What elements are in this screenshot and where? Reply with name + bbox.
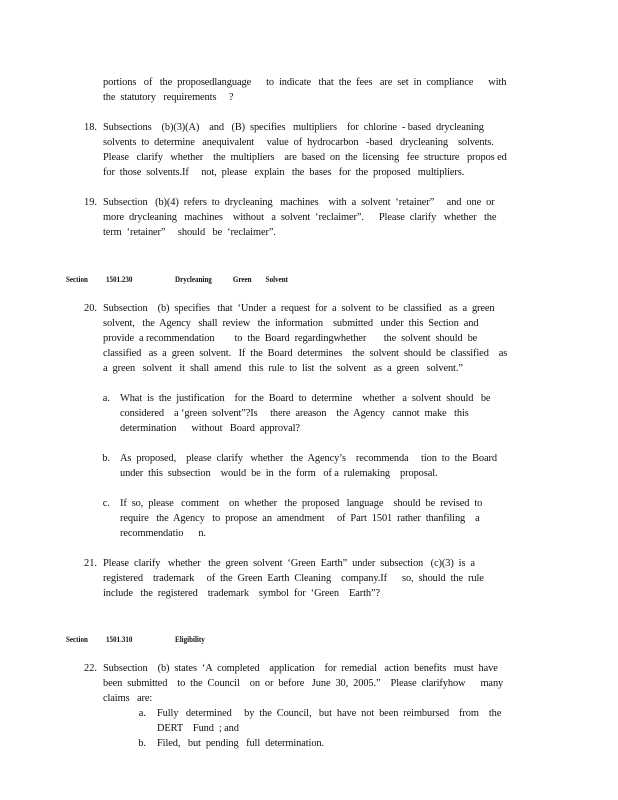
- item-20a-line: What is the justification for the Board to determine whether a solvent should be: [120, 393, 491, 404]
- section-label: Section: [66, 274, 88, 284]
- item-21-line: include the registered trademark symbol for ‘Green Earth”?: [103, 588, 380, 599]
- item-19-line: Subsection (b)(4) refers to drycleaning machines with a solvent ‘retainer” and one or: [103, 197, 495, 208]
- section-number: 1501.230: [106, 274, 133, 284]
- subitem-letter: a.: [138, 708, 146, 719]
- item-20c-line: require the Agency to propose an amendment of Part 1501 rather thanfiling a: [120, 513, 480, 524]
- item-18-line: Subsections (b)(3)(A) and (B) specifies multipliers for chlorine - based drycleaning: [103, 122, 484, 133]
- subitem-letter: a.: [102, 393, 110, 404]
- item-number: 19.: [84, 197, 97, 208]
- item-number: 20.: [84, 303, 97, 314]
- item-number: 21.: [84, 558, 97, 569]
- item-20-line: solvent, the Agency shall review the information submitted under this Section and: [103, 318, 479, 329]
- item-20c-line: recommendatio n.: [120, 528, 206, 539]
- section-title: Drycleaning Green Solvent: [175, 274, 289, 284]
- subitem-letter: c.: [102, 498, 110, 509]
- item-number: 18.: [84, 122, 97, 133]
- item-22-line: claims are:: [103, 693, 153, 704]
- section-label: Section: [66, 634, 88, 644]
- item-22a-line: Fully determined by the Council, but have not been reimbursed from the: [157, 708, 502, 719]
- item-21-line: Please clarify whether the green solvent ‘Green Earth” under subsection (c)(3) is a: [103, 558, 475, 569]
- intro-line: the statutory requirements ?: [103, 92, 234, 103]
- item-20c-line: If so, please comment on whether the proposed language should be revised to: [120, 498, 483, 509]
- item-22a-line: DERT Fund ; and: [157, 723, 239, 734]
- item-20b-line: As proposed, please clarify whether the Agency’s recommenda tion to the Board: [120, 453, 497, 464]
- subitem-letter: b.: [138, 738, 146, 749]
- item-20-line: Subsection (b) specifies that ‘Under a request for a solvent to be classified as a green: [103, 303, 495, 314]
- item-22-line: been submitted to the Council on or before June 30, 2005.” Please clarifyhow many: [103, 678, 504, 689]
- item-18-line: Please clarify whether the multipliers are based on the licensing fee structure propos ed: [103, 152, 507, 163]
- item-22b-line: Filed, but pending full determination.: [157, 738, 325, 749]
- item-22-line: Subsection (b) states ‘A completed application for remedial action benefits must have: [103, 663, 498, 674]
- item-21-line: registered trademark of the Green Earth Cleaning company.If so, should the rule: [103, 573, 484, 584]
- item-20-line: a green solvent it shall amend this rule to list the solvent as a green solvent.”: [103, 363, 463, 374]
- intro-line: portions of the proposedlanguage to indicate that the fees are set in compliance with: [103, 77, 507, 88]
- item-number: 22.: [84, 663, 97, 674]
- item-19-line: more drycleaning machines without a solvent ‘reclaimer”. Please clarify whether the: [103, 212, 497, 223]
- section-title: Eligibility: [175, 634, 205, 644]
- item-19-line: term ‘retainer” should be ‘reclaimer”.: [103, 227, 276, 238]
- item-20a-line: considered a ‘green solvent”?Is there areason the Agency cannot make this: [120, 408, 469, 419]
- item-20b-line: under this subsection would be in the form of a rulemaking proposal.: [120, 468, 438, 479]
- subitem-letter: b.: [102, 453, 110, 464]
- item-20a-line: determination without Board approval?: [120, 423, 300, 434]
- item-18-line: for those solvents.If not, please explain the bases for the proposed multipliers.: [103, 167, 465, 178]
- item-18-line: solvents to determine anequivalent value of hydrocarbon -based drycleaning solvents.: [103, 137, 494, 148]
- section-number: 1501.310: [106, 634, 133, 644]
- item-20-line: classified as a green solvent. If the Board determines the solvent should be classified as: [103, 348, 508, 359]
- item-20-line: provide a recommendation to the Board regardingwhether the solvent should be: [103, 333, 478, 344]
